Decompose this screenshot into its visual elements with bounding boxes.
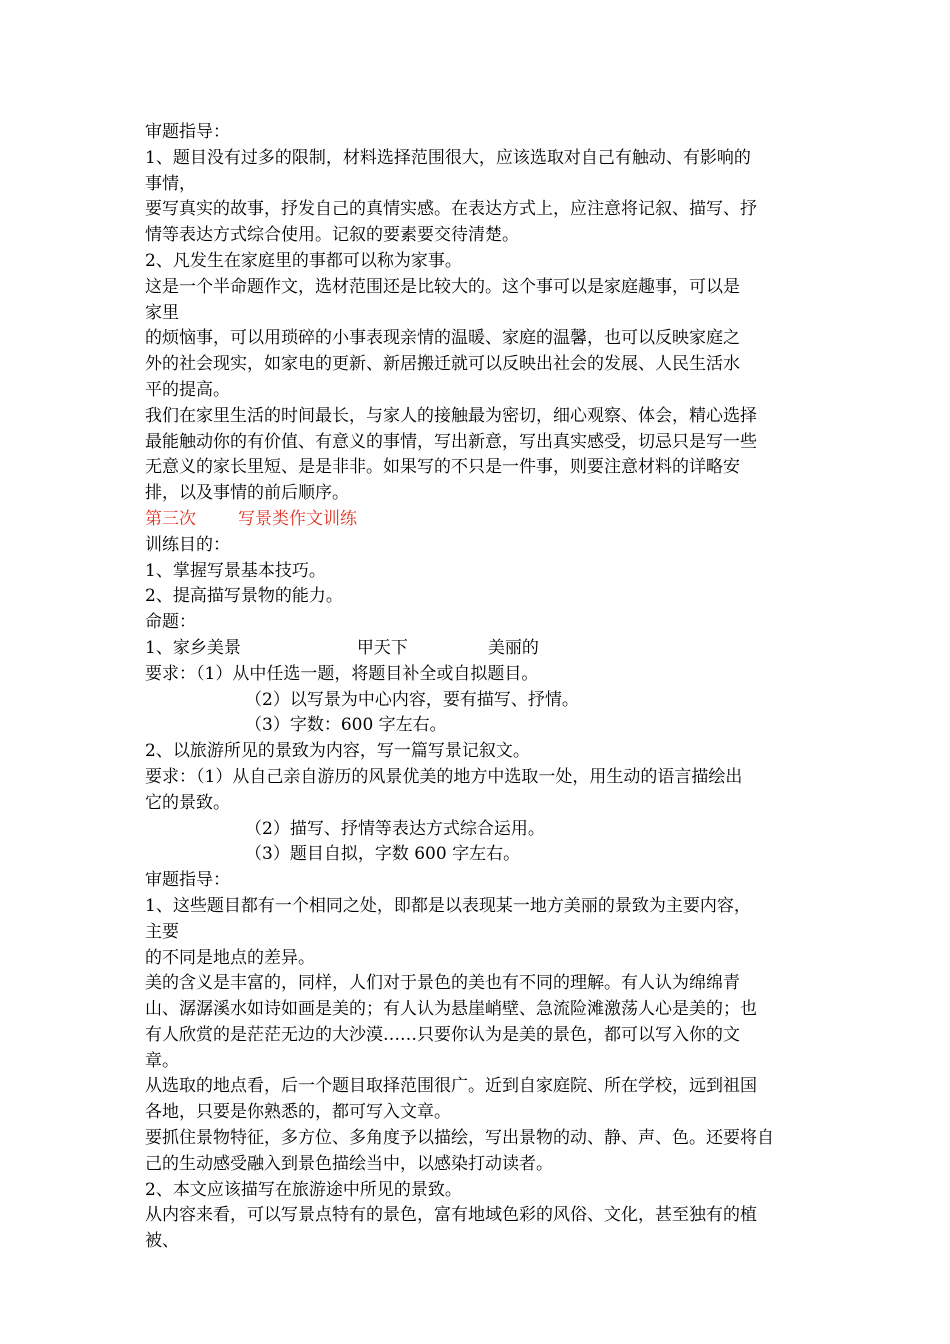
topic-1-prefix: 1、家乡美景 [145,637,241,658]
text-line: 家里 [145,302,179,323]
requirement-line: （2）描写、抒情等表达方式综合运用。 [245,818,545,839]
text-line: 己的生动感受融入到景色描绘当中，以感染打动读者。 [145,1153,553,1174]
text-line: 无意义的家长里短、是是非非。如果写的不只是一件事，则要注意材料的详略安 [145,457,740,478]
text-line: 我们在家里生活的时间最长，与家人的接触最为密切，细心观察、体会，精心选择 [145,405,757,426]
text-line: 山、潺潺溪水如诗如画是美的；有人认为悬崖峭壁、急流险滩激荡人心是美的；也 [145,999,757,1020]
text-line: 1、这些题目都有一个相同之处，即都是以表现某一地方美丽的景致为主要内容， [145,895,751,916]
requirement-line: （2）以写景为中心内容，要有描写、抒情。 [245,689,579,710]
training-goal-item: 2、提高描写景物的能力。 [145,586,343,607]
section-number: 第三次 [145,508,196,529]
topic-2: 2、以旅游所见的景致为内容，写一篇写景记叙文。 [145,741,530,762]
topic-1 [145,636,815,662]
text-line: 章。 [145,1050,179,1071]
requirement-line: （3）字数：600 字左右。 [245,715,447,736]
text-line: 审题指导： [145,122,230,142]
section-heading [145,507,815,533]
text-line: 要抓住景物特征，多方位、多角度予以描绘，写出景物的动、静、声、色。还要将自 [145,1128,774,1149]
topic-1-end: 美丽的 [487,637,539,658]
text-line: 有人欣赏的是茫茫无边的大沙漠……只要你认为是美的景色，都可以写入你的文 [145,1024,740,1045]
requirement-line: （3）题目自拟，字数 600 字左右。 [245,844,521,865]
text-line: 各地，只要是你熟悉的，都可写入文章。 [145,1102,451,1123]
text-line: 1、题目没有过多的限制，材料选择范围很大，应该选取对自己有触动、有影响的 [145,147,751,168]
text-line: 审题指导： [145,870,230,891]
text-line: 外的社会现实，如家电的更新、新居搬迁就可以反映出社会的发展、人民生活水 [145,354,740,375]
text-line: 情等表达方式综合使用。记叙的要素要交待清楚。 [145,225,519,246]
topic-label: 命题： [145,612,196,633]
text-line: 的烦恼事，可以用琐碎的小事表现亲情的温暖、家庭的温馨，也可以反映家庭之 [145,328,740,349]
text-line: 这是一个半命题作文，选材范围还是比较大的。这个事可以是家庭趣事，可以是 [145,276,740,297]
requirement-line: 要求：（1）从自己亲自游历的风景优美的地方中选取一处，用生动的语言描绘出 [145,766,743,787]
text-line: 事情， [145,173,196,194]
text-line: 的不同是地点的差异。 [145,947,315,968]
training-goal-label: 训练目的： [145,534,230,555]
text-line: 最能触动你的有价值、有意义的事情，写出新意，写出真实感受，切忌只是写一些 [145,431,757,452]
requirement-line: 它的景致。 [145,792,230,813]
section-title: 写景类作文训练 [238,508,357,529]
document-page [145,120,815,1255]
text-line: 要写真实的故事，抒发自己的真情实感。在表达方式上，应注意将记叙、描写、抒 [145,199,757,220]
topic-1-mid: 甲天下 [356,637,408,658]
text-line: 主要 [145,921,179,942]
text-line: 从选取的地点看，后一个题目取择范围很广。近到自家庭院、所在学校，远到祖国 [145,1076,757,1097]
text-line: 平的提高。 [145,379,230,400]
text-line: 美的含义是丰富的，同样，人们对于景色的美也有不同的理解。有人认为绵绵青 [145,973,740,994]
text-line: 排，以及事情的前后顺序。 [145,483,349,504]
text-line: 从内容来看，可以写景点特有的景色，富有地域色彩的风俗、文化，甚至独有的植 [145,1205,757,1226]
requirement-line: 要求：（1）从中任选一题，将题目补全或自拟题目。 [145,663,539,684]
training-goal-item: 1、掌握写景基本技巧。 [145,560,326,581]
text-line: 2、本文应该描写在旅游途中所见的景致。 [145,1179,462,1200]
text-line: 被、 [145,1231,179,1252]
text-line: 2、凡发生在家庭里的事都可以称为家事。 [145,250,462,271]
